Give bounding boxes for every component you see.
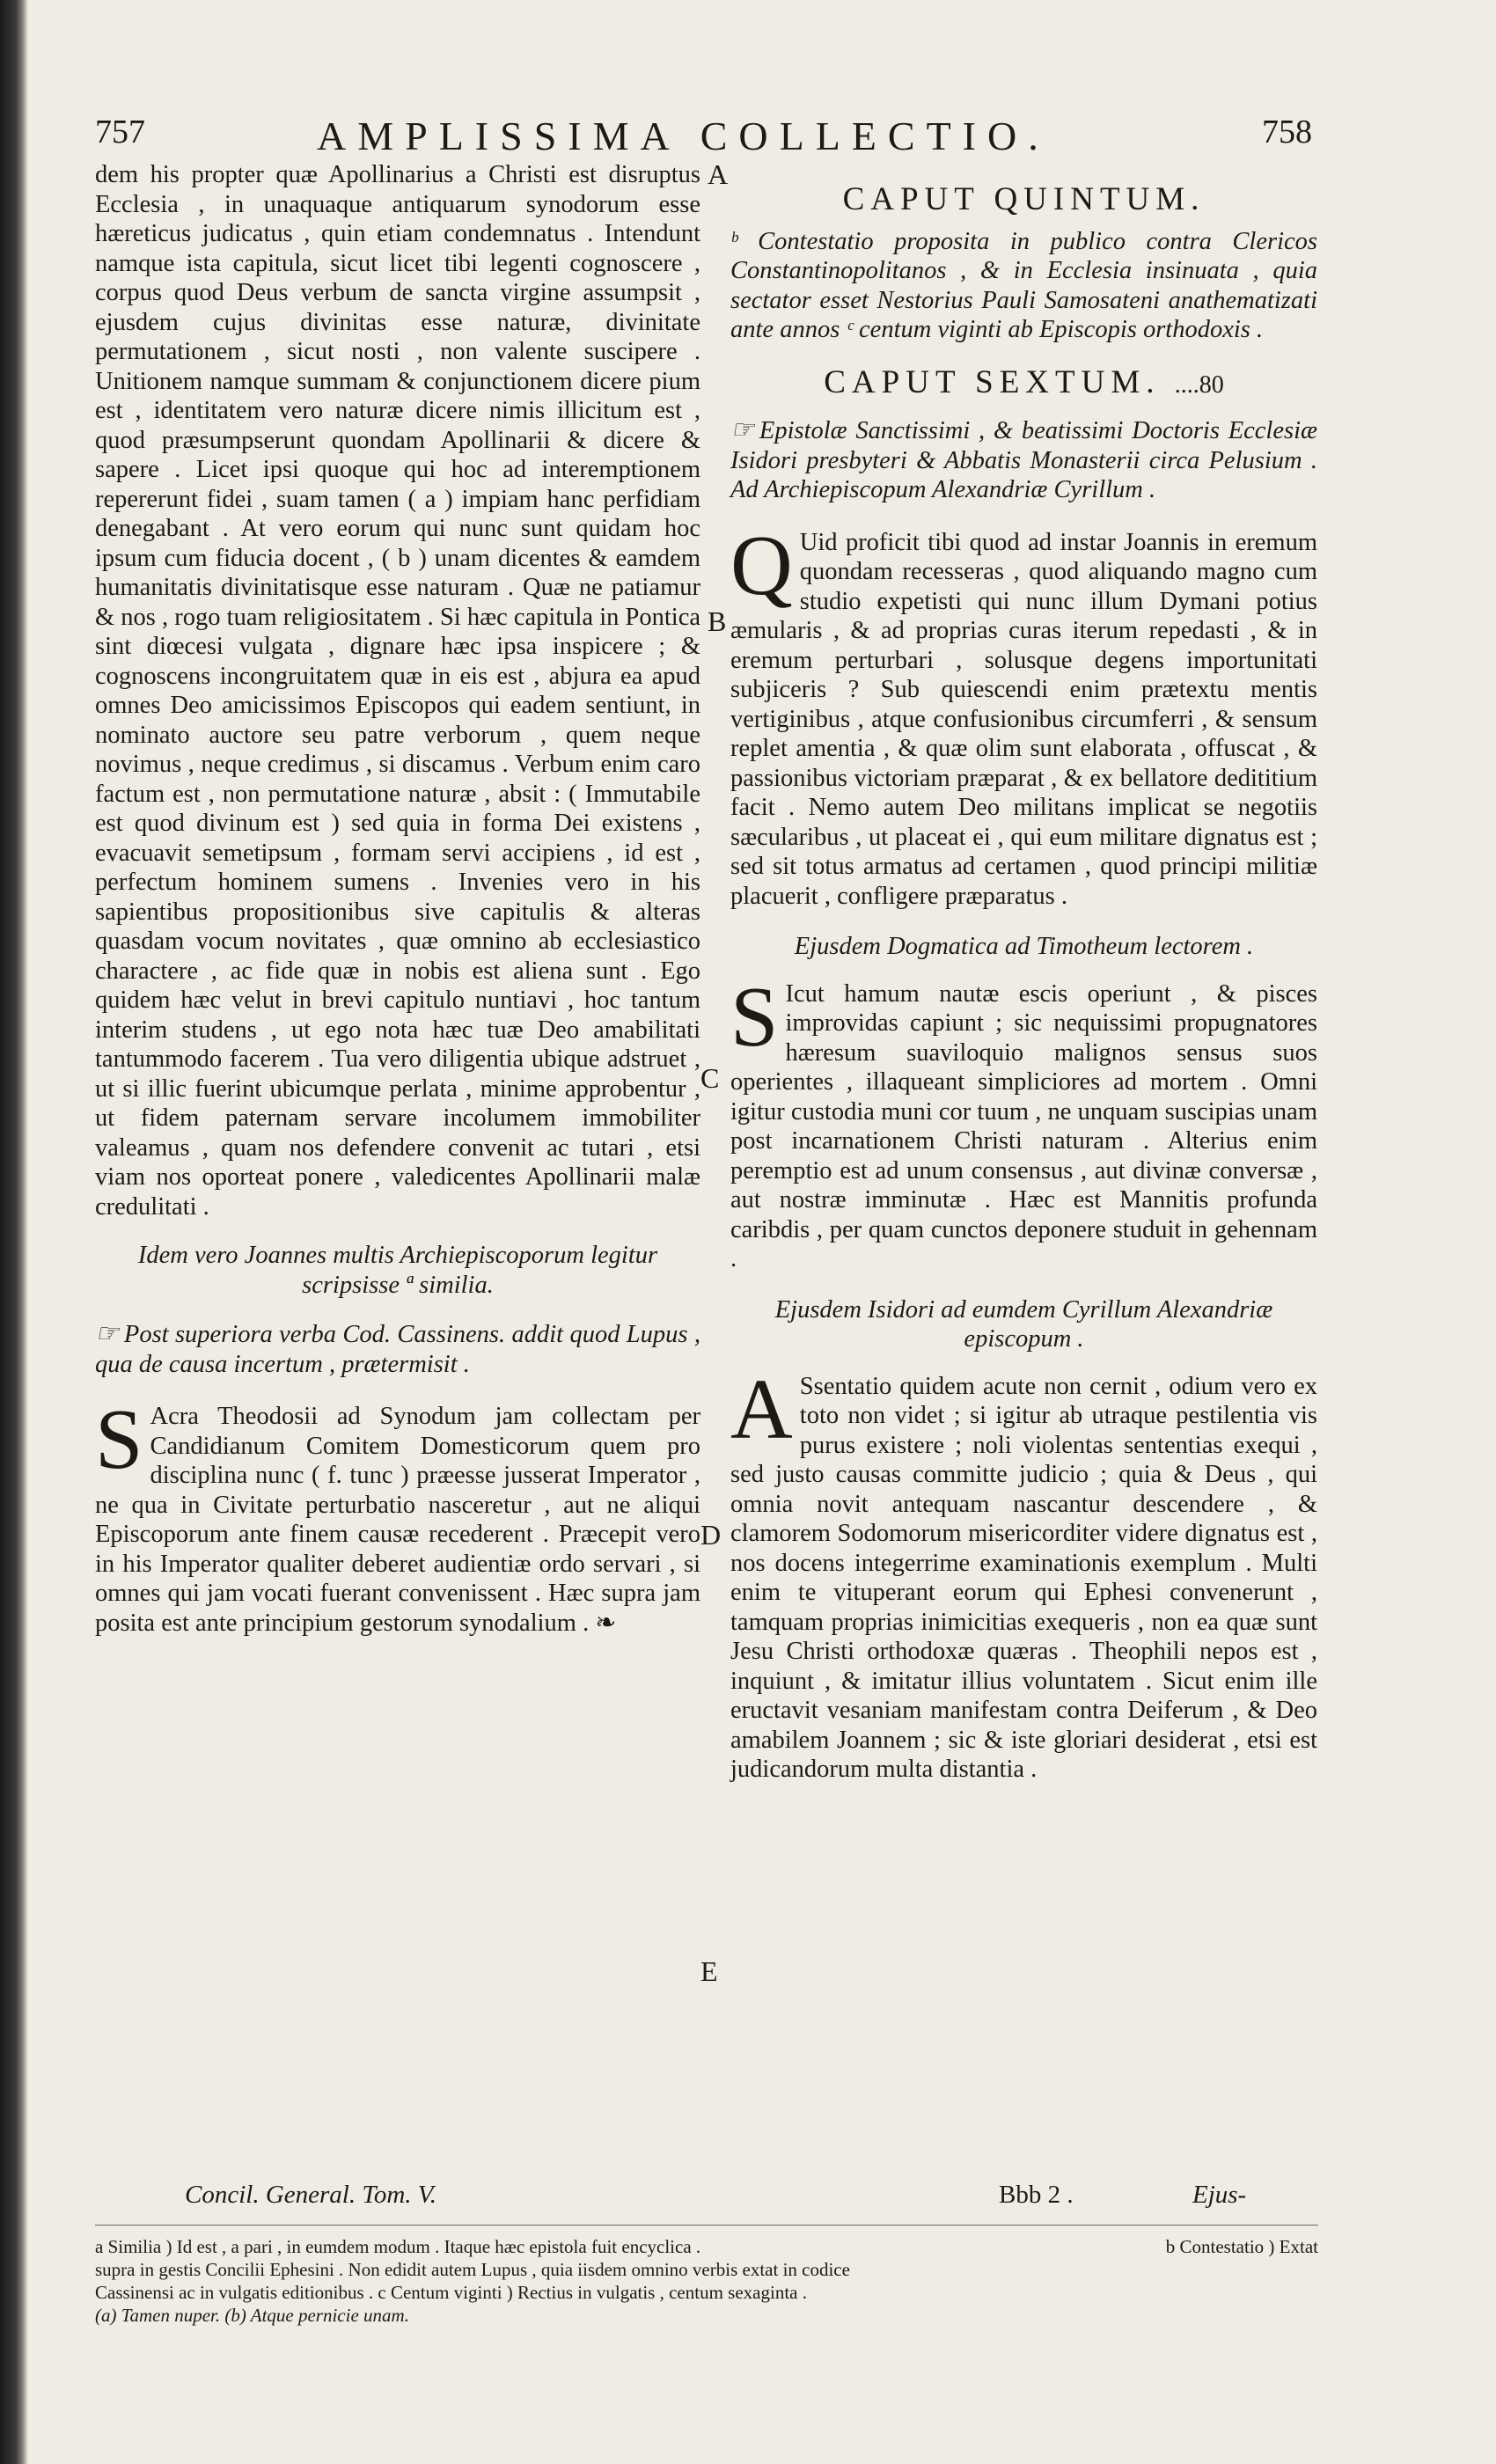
lupus-note-text: Post superiora verba Cod. Cassinens. addit quod Lupus , qua de causa incertum , prætermisit . [95, 1321, 700, 1378]
margin-letter-c: C [700, 1062, 720, 1094]
lupus-note [95, 1319, 700, 1379]
caput-sextum-number: ....80 [1174, 370, 1224, 399]
volume-line: Concil. General. Tom. V. [185, 2181, 436, 2209]
dogmatica-heading: Ejusdem Dogmatica ad Timotheum lectorem . [794, 933, 1254, 960]
footnote-b-start: b Contestatio ) Extat [1165, 2236, 1318, 2257]
running-head [0, 113, 1496, 165]
caput-sextum-summary-text: Epistolæ Sanctissimi , & beatissimi Doctoris Ecclesiæ Isidori presbyteri & Abbatis Monasterii circa Pelusium . Ad Archiepiscopum Alexandriæ Cyrillum . [730, 417, 1317, 503]
dropcap-s-right: S [730, 969, 779, 1065]
footnote-rule [95, 2225, 1318, 2226]
caput-quintum-title: CAPUT QUINTUM. [842, 181, 1206, 217]
caput-sextum-summary [730, 415, 1317, 505]
dropcap-a: A [730, 1361, 793, 1457]
caput-sextum-heading [730, 363, 1317, 400]
catchword: Ejus- [1192, 2181, 1247, 2209]
assentatio-body-text: Ssentatio quidem acute non cernit , odium vero ex toto non videt ; si igitur ab utraque pestilentia vis purus existere ; noli violentas sententias exequi , sed justo causas committe judicio ; quia & Deus , qui omnia novit antequam nascantur descendere , & clamorem Sodomorum misericorditer videre dignatus est , nos docens integerrime examinationis exemplum . Multi enim te vituperant eorum qui Ephesi convenerunt , tamquam proprias inimicitias exequeris , non ea quæ sunt Jesu Christi orthodoxæ quæras . Theophili nepos est , inquiunt , & imitatur illius voluntatem . Sicut enim ille eructavit vesaniam manifestam contra Deiferum , & Deo amabilem Joannem ; sic & iste gloriari desiderat , etsi est judicandorum multa distantia . [730, 1372, 1317, 1783]
left-column [95, 160, 700, 1638]
footnote-line-3: Cassinensi ac in vulgatis editionibus . c Centum viginti ) Rectius in vulgatis , centum sexaginta . [95, 2282, 807, 2303]
sacra-body-text: Acra Theodosii ad Synodum jam collectam per Candidianum Comitem Domesticorum quem pro disciplina nunc ( f. tunc ) præesse jusserat Imperator , ne qua in Civitate perturbatio nasceretur , aut ne aliqui Episcoporum ante finem causæ recederent . Præcepit vero in his Imperator qualiter deberet audientiæ ordo servari , si omnes qui jam vocati fuerant convenissent . Hæc supra jam posita est ante principium gestorum synodalium . [95, 1403, 700, 1637]
dropcap-q: Q [730, 517, 793, 613]
quid-paragraph [730, 517, 1317, 912]
pointing-hand-icon: ☞ [730, 415, 754, 444]
isidori-heading: Ejusdem Isidori ad eumdem Cyrillum Alexandriæ episcopum . [774, 1295, 1273, 1353]
margin-letter-a: A [708, 158, 729, 190]
footnote-line-1 [95, 2235, 1318, 2258]
footnote-line-2: supra in gestis Concilii Ephesini . Non edidit autem Lupus , quia iisdem omnino verbis extat in codice [95, 2259, 850, 2280]
footnote-line-4: (a) Tamen nuper. (b) Atque pernicie unam. [95, 2305, 409, 2326]
pointing-hand-icon: ☞ [95, 1319, 119, 1348]
margin-letter-b: B [708, 605, 727, 637]
page-footer [0, 2181, 1496, 2216]
sicut-body-text: Icut hamum nautæ escis operiunt , & pisces improvidas capiunt ; sic nequissimi propugnatores hæresum suaviloquio malignos sensus suos operientes , illaqueant simpliciores ad mortem . Omni igitur custodia muni cor tuum , ne unquam suscipias unam post incarnationem Christi naturam . Alterius enim peremptio est ad unum consensus , aut divinæ conversæ , aut nostræ imminutæ . Hæc est Mannitis profunda caribdis , per quam cunctos deponere studuit in gehennam . [730, 979, 1317, 1272]
assentatio-paragraph [730, 1361, 1317, 1785]
margin-letter-d: D [700, 1519, 722, 1551]
signature-mark: Bbb 2 . [999, 2181, 1074, 2209]
page-number-right: 758 [1262, 114, 1312, 150]
left-body-text: dem his propter quæ Apollinarius a Christi est disruptus Ecclesia , in unaquaque antiquarum synodorum esse hæreticus judicatus , quin etiam condemnatus . Intendunt namque ista capitula, sicut licet tibi legenti cognoscere , corpus quod Deus verbum de sancta virgine assumpsit , ejusdem cujus divinitas esse naturæ, divinitate permutationem , sicut nosti , non valente suscipere . Unitionem namque summam & conjunctionem dicere pium est , identitatem vero naturæ dicere nimis illicitum est , quod præsumpserunt quondam Apollinarii & dicere & sapere . Licet ipsi quoque qui hoc ad interemptionem repererunt fidei , suam tamen ( a ) impiam hanc perfidiam denegabant . At vero eorum qui nunc sunt quidam hoc ipsum cum fiducia docent , ( b ) unam dicentes & eamdem humanitatis divinitatisque esse naturam . Quæ ne patiamur & nos , rogo tuam religiositatem . Si hæc capitula in Pontica sint diœcesi vulgata , dignare hæc ipsa inspicere ; & cognoscens incongruitatem quæ in eis est , abjura ea apud omnes Deo amicissimos Episcopos qui eadem sentiunt, in nominato auctore seu patre verborum , quem neque novimus , neque credimus , si discamus . Verbum enim caro factum est , non permutatione naturæ , absit : ( Immutabile est quod divinum est ) sed quia in forma Dei existens , evacuavit semetipsum , formam servi accipiens , id est , perfectum hominem sumens . Invenies vero in his sapientibus propositionibus sive capitulis & alteras quasdam vocum novitates , quæ omnino ab ecclesiastico charactere , ac fide quæ in nobis est aliena sunt . Ego quidem hæc velut in brevi capitulo nuntiavi , hoc tantum interim studens , ut ego nota hæc tuæ Deo amabilitati tantummodo facerem . Tua vero diligentia ubique adstruet , ut si illic fuerint ubicumque perlata , minime approbentur , ut fidem paternam servare incolumem immobiliter valeamus , quam nos defendere convenit ac tutari , etsi viam nos oporteat ponere , valedicentes Apollinarii malæ credulitati . [95, 161, 700, 1221]
footnote-a: a Similia ) Id est , a pari , in eumdem modum . Itaque hæc epistola fuit encyclica . [95, 2236, 701, 2257]
running-title: AMPLISSIMA COLLECTIO. [317, 114, 1050, 158]
quid-body-text: Uid proficit tibi quod ad instar Joannis in eremum quondam recesseras , quod aliquando magno cum studio expetisti qui nunc illum Dymani potius æmularis , & ad proprias curas iterum repedasti , & in eremum perturbari , solusque degens importunitati subjiceris ? Sub quiescendi enim prætextu mentis vertiginibus , atque confusionibus circumferri , & sensum replet amentia , & quæ olim sunt elaborata , offuscat , & passionibus victoriam præparat , & ex bellatore dedititium facit . Nemo autem Deo militans implicat se negotiis sæcularibus , ut placeat ei , qui eum militare dignatus est ; sed sit totus armatus ad certamen , quod principi militiæ placuerit , confligere præparatus . [730, 528, 1317, 910]
caput-sextum-title: CAPUT SEXTUM. [824, 363, 1161, 400]
sacra-paragraph [95, 1392, 700, 1638]
idem-heading: Idem vero Joannes multis Archiepiscoporum legitur scripsisse ª similia. [137, 1242, 658, 1299]
footnotes [95, 2235, 1318, 2327]
caput-quintum-summary: ᵇ Contestatio proposita in publico contra Clericos Constantinopolitanos , & in Ecclesia insinuata , quia sectator esset Nestorius Pauli Samosateni anathematizati ante annos ᶜ centum viginti ab Episcopis orthodoxis . [730, 227, 1317, 343]
fleuron-ornament-icon: ❧ [595, 1609, 617, 1637]
sicut-paragraph [730, 969, 1317, 1274]
right-column [730, 160, 1317, 1785]
margin-letter-e: E [700, 1955, 718, 1987]
dropcap-s: S [95, 1392, 143, 1487]
page-number-left: 757 [95, 114, 145, 150]
